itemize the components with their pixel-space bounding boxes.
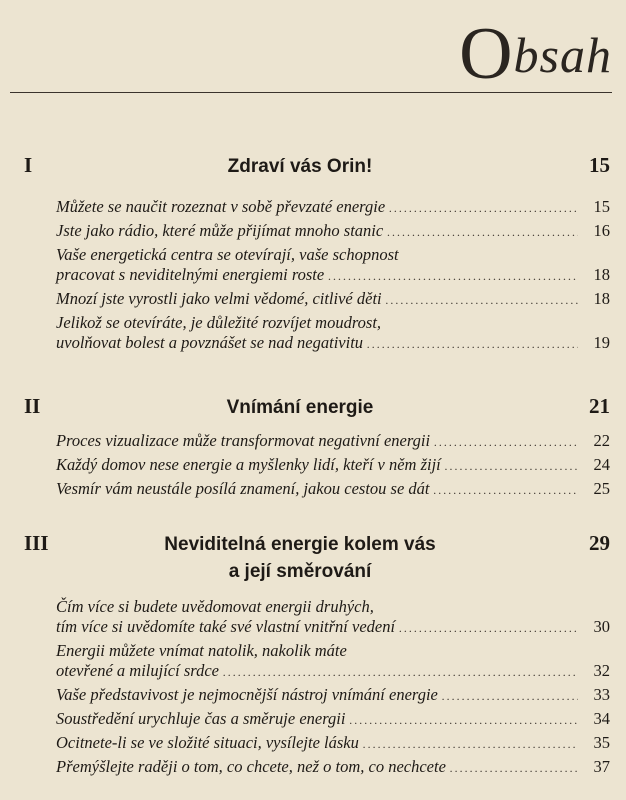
toc-entry[interactable] <box>56 479 610 500</box>
chapter-title: Vnímání energie <box>226 397 374 418</box>
leader-dots <box>387 222 578 242</box>
page-title <box>459 6 612 95</box>
chapter-page: 21 <box>589 394 610 418</box>
entry-page: 16 <box>593 221 610 240</box>
chapter-title-line: Neviditelná energie kolem vás <box>164 534 436 555</box>
leader-dots <box>386 290 578 310</box>
entry-text: otevřené a milující srdce <box>56 661 219 680</box>
entry-text-line: Vaše energetická centra se otevírají, vaše schopnost <box>56 245 399 264</box>
toc-entry[interactable] <box>56 455 610 476</box>
entry-page: 34 <box>593 709 610 728</box>
toc-entry[interactable] <box>56 313 610 354</box>
entry-text-line: Energii můžete vnímat natolik, nakolik máte <box>56 641 347 660</box>
toc-entry[interactable] <box>56 709 610 730</box>
entry-page: 15 <box>593 197 610 216</box>
chapter-entries <box>56 197 610 354</box>
entry-text: Přemýšlejte raději o tom, co chcete, než o tom, co nechcete <box>56 757 446 776</box>
toc-entry[interactable] <box>56 733 610 754</box>
entry-page: 19 <box>593 333 610 352</box>
entry-page: 37 <box>593 757 610 776</box>
chapter-entries <box>56 597 610 778</box>
leader-dots <box>349 710 578 730</box>
chapter-number: I <box>24 153 33 177</box>
entry-text: Jste jako rádio, které může přijímat mnoho stanic <box>56 221 384 240</box>
chapter-title: Zdraví vás Orin! <box>227 156 373 177</box>
leader-dots <box>389 198 578 218</box>
entry-text: Proces vizualizace může transformovat negativní energii <box>56 431 431 450</box>
entry-page: 18 <box>593 289 610 308</box>
chapter-page: 29 <box>589 531 610 555</box>
entry-text: Mnozí jste vyrostli jako velmi vědomé, citlivé děti <box>56 289 382 308</box>
leader-dots <box>434 480 579 500</box>
entry-text: Ocitnete-li se ve složité situaci, vysílejte lásku <box>56 733 359 752</box>
toc-entry[interactable] <box>56 597 610 638</box>
entry-page: 30 <box>593 617 610 636</box>
entry-text: Můžete se naučit rozeznat v sobě převzaté energie <box>56 197 386 216</box>
title-rest: bsah <box>513 27 612 83</box>
entry-page: 22 <box>593 431 610 450</box>
leader-dots <box>450 758 578 778</box>
toc-entry[interactable] <box>56 757 610 778</box>
entry-text-line: Jelikož se otevíráte, je důležité rozvíjet moudrost, <box>56 313 382 332</box>
entry-page: 24 <box>593 455 610 474</box>
toc-entry[interactable] <box>56 221 610 242</box>
entry-page: 25 <box>593 479 610 498</box>
entry-text: uvolňovat bolest a povznášet se nad negativitu <box>56 333 364 352</box>
toc-entry[interactable] <box>56 431 610 452</box>
entry-page: 35 <box>593 733 610 752</box>
leader-dots <box>367 334 578 354</box>
chapter-title <box>120 531 480 585</box>
toc-entry[interactable] <box>56 685 610 706</box>
entry-text: pracovat s neviditelnými energiemi roste <box>56 265 325 284</box>
chapter-entries <box>56 431 610 500</box>
entry-text: Každý domov nese energie a myšlenky lidí, kteří v něm žijí <box>56 455 441 474</box>
leader-dots <box>434 432 578 452</box>
title-rule <box>10 92 612 93</box>
leader-dots <box>223 662 578 682</box>
leader-dots <box>442 686 578 706</box>
entry-text-line: Čím více si budete uvědomovat energii druhých, <box>56 597 374 616</box>
toc-entry[interactable] <box>56 245 610 286</box>
entry-text: tím více si uvědomíte také své vlastní vnitřní vedení <box>56 617 396 636</box>
title-initial: O <box>459 13 514 95</box>
entry-page: 32 <box>593 661 610 680</box>
leader-dots <box>363 734 578 754</box>
leader-dots <box>328 266 578 286</box>
leader-dots <box>399 618 578 638</box>
toc-entry[interactable] <box>56 641 610 682</box>
entry-text: Soustředění urychluje čas a směruje energii <box>56 709 346 728</box>
chapter-number: III <box>24 531 49 555</box>
toc-entry[interactable] <box>56 289 610 310</box>
toc-entry[interactable] <box>56 197 610 218</box>
chapter-title-line: a její směrování <box>228 561 372 582</box>
entry-page: 33 <box>593 685 610 704</box>
entry-page: 18 <box>593 265 610 284</box>
chapter-number: II <box>24 394 41 418</box>
chapter-page: 15 <box>589 153 610 177</box>
leader-dots <box>445 456 578 476</box>
entry-text: Vesmír vám neustále posílá znamení, jakou cestou se dát <box>56 479 430 498</box>
entry-text: Vaše představivost je nejmocnější nástroj vnímání energie <box>56 685 438 704</box>
